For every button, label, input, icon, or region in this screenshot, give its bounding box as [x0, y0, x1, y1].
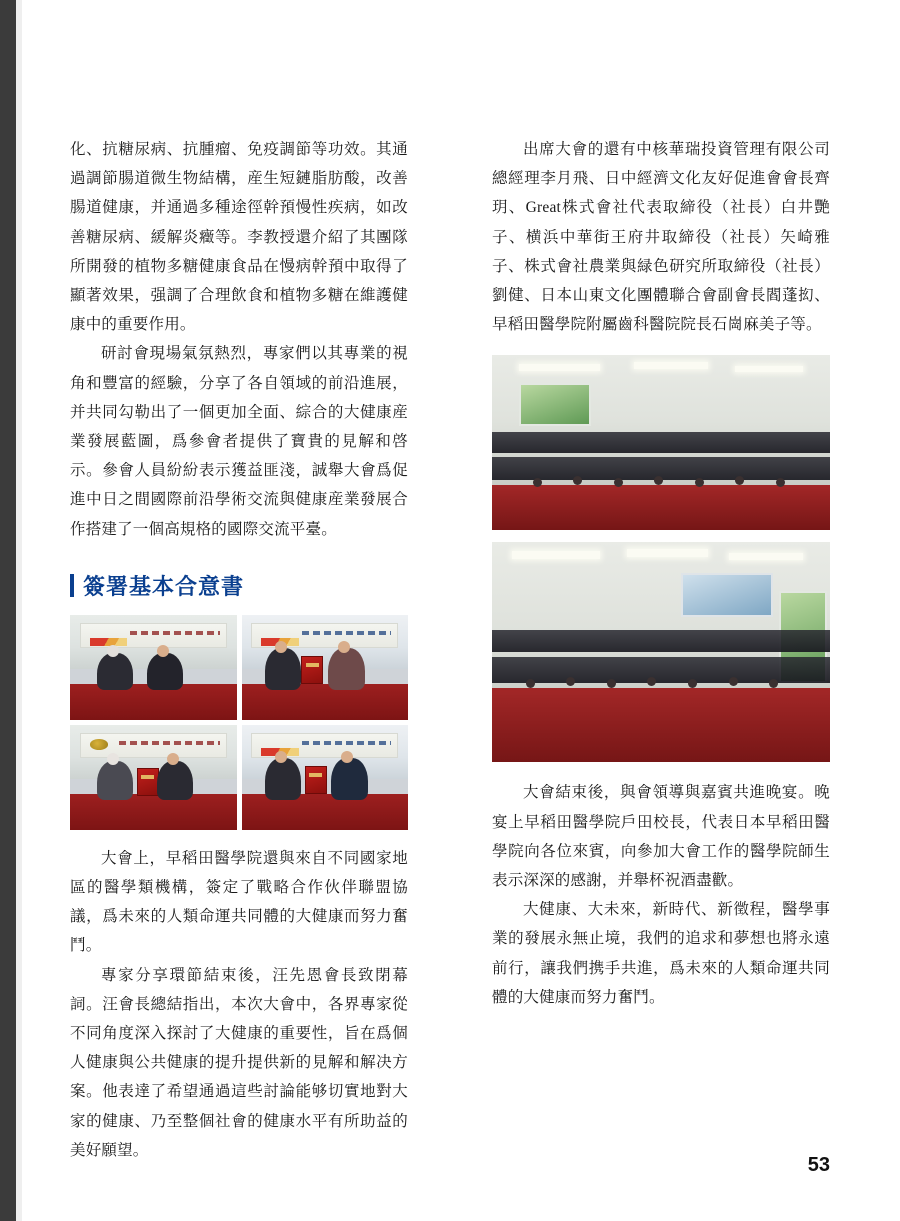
conference-audience-photo-1 — [492, 355, 830, 530]
paragraph-left-4: 專家分享環節結束後，汪先恩會長致閉幕詞。汪會長總結指出，本次大會中，各界專家從不同角度深入探討了大健康的重要性，旨在爲個人健康與公共健康的提升提供新的見解和解决方案。他表達了希望通過這些討論能够切實地對大家的健康、乃至整個社會的健康水平有所助益的美好願望。 — [70, 966, 408, 1159]
signing-ceremony-photo-1 — [70, 615, 237, 720]
page-content — [70, 135, 830, 1159]
paragraph-left-1: 化、抗糖尿病、抗腫瘤、免疫調節等功效。其通過調節腸道微生物結構，産生短鏈脂肪酸，改善腸道健康，并通過多種途徑幹預慢性疾病，如改善糖尿病、緩解炎癥等。李教授還介紹了其團隊所開發的植物多糖健康食品在慢病幹預中取得了顯著效果，强調了合理飲食和植物多糖在維護健康中的重要作用。 — [70, 141, 408, 334]
signing-ceremony-photo-3 — [70, 725, 237, 830]
conference-audience-photo-2 — [492, 542, 830, 762]
page-binding-edge — [0, 0, 16, 1221]
page-binding-inner — [16, 0, 22, 1221]
paragraph-right-3: 大健康、大未來，新時代、新徵程，醫學事業的發展永無止境，我們的追求和夢想也將永遠前行，讓我們携手共進，爲未來的人類命運共同體的大健康而努力奮鬥。 — [492, 901, 830, 1006]
paragraph-left-2: 研討會現場氣氛熱烈，專家們以其專業的視角和豐富的經驗，分享了各自領域的前沿進展，并共同勾勒出了一個更加全面、綜合的大健康産業發展藍圖，爲參會者提供了寶貴的見解和啓示。參會人員紛紛表示獲益匪淺，誠舉大會爲促進中日之間國際前沿學術交流與健康産業發展合作搭建了一個高規格的國際交流平臺。 — [70, 345, 408, 538]
right-column — [492, 135, 830, 1012]
signing-photo-grid — [70, 615, 408, 830]
paragraph-right-2: 大會結束後，與會領導與嘉賓共進晚宴。晚宴上早稻田醫學院戶田校長，代表日本早稻田醫學院向各位來賓，向參加大會工作的醫學院師生表示深深的感謝，并舉杯祝酒盡歡。 — [492, 784, 830, 890]
paragraph-left-3: 大會上，早稻田醫學院還與來自不同國家地區的醫學類機構，簽定了戰略合作伙伴聯盟協議，爲未來的人類命運共同體的大健康而努力奮鬥。 — [70, 849, 408, 955]
paragraph-right-1: 出席大會的還有中核華瑞投資管理有限公司總經理李月飛、日中經濟文化友好促進會會長齊玥、Great株式會社代表取締役（社長）白井艷子、横浜中華街王府井取締役（社長）矢崎雅子、株式會社農業與緑色研究所取締役（社長）劉健、日本山東文化團體聯合會副會長閻蓬抝、早稻田醫學院附屬齒科醫院院長石崗麻美子等。 — [492, 141, 830, 334]
signing-ceremony-photo-2 — [242, 615, 409, 720]
section-heading-label: 簽署基本合意書 — [83, 573, 245, 599]
left-column — [70, 135, 408, 1165]
section-heading — [70, 570, 408, 601]
section-accent-bar — [70, 574, 74, 597]
signing-ceremony-photo-4 — [242, 725, 409, 830]
page-number: 53 — [807, 1154, 830, 1176]
